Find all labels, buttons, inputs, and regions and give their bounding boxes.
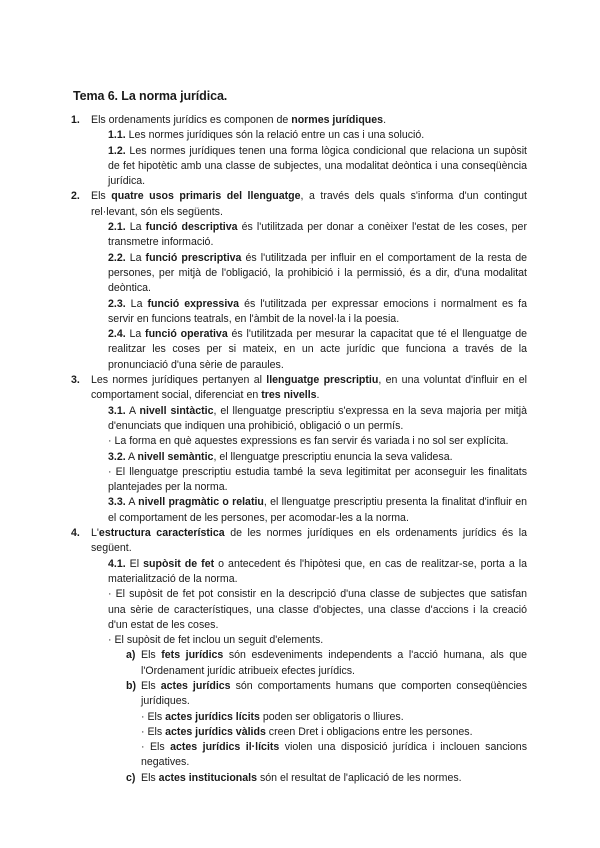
paragraph-2-2: 2.2. La funció prescriptiva és l'utilitzada per influir en el comportament de la resta de persones, per mitjà de l'obligació, la prohibició i la permissió, és a dir, d'una modalitat deòntica. [108,251,528,295]
section-2 [71,189,528,373]
paragraph-2-1: 2.1. La funció descriptiva és l'utilitzada per donar a conèixer l'estat de les coses, per transmetre informació. [108,221,527,249]
paragraph-4-1: 4.1. El supòsit de fet o antecedent és l'hipòtesi que, en cas de realitzar-se, porta a la materialització de la norma. [108,557,527,585]
bullet-b-3: · Els actes jurídics il·lícits violen una disposició jurídica i inclouen sancions negatives. [141,741,527,769]
document-body [71,113,528,786]
bullet-b-1: · Els actes jurídics lícits poden ser obligatoris o lliures. [141,710,404,723]
bullet-4-2: · El supòsit de fet inclou un seguit d'elements. [108,634,324,647]
bullet-b-2: · Els actes jurídics vàlids creen Dret i obligacions entre les persones. [141,725,473,738]
paragraph-1-2: 1.2. Les normes jurídiques tenen una forma lògica condicional que relaciona un supòsit de fet hipotètic amb una classe de subjectes, una modalitat deòntica i una conseqüència jurídica. [108,144,527,188]
section-number: 4. [71,527,80,540]
section-1 [71,113,527,189]
section-number: 2. [71,190,80,203]
section-intro: Els quatre usos primaris del llenguatge, a través dels quals s'informa d'un contingut rel·levant, són els següents. [91,190,527,218]
section-intro: Les normes jurídiques pertanyen al llenguatge prescriptiu, en una voluntat d'influir en el comportament social, diferenciat en tres nivells. [91,374,527,402]
page-title: Tema 6. La norma jurídica. [73,89,228,103]
paragraph-1-1: 1.1. Les normes jurídiques són la relació entre un cas i una solució. [108,129,425,142]
paragraph-2-4: 2.4. La funció operativa és l'utilitzada per mesurar la capacitat que té el llenguatge de realitzar les coses per si mateix, en un acte jurídic que funciona a través de la pronunciació d'una sèrie de paraules. [108,328,528,371]
bullet-3-2: · El llenguatge prescriptiu estudia també la seva legitimitat per aconseguir les finalitats plantejades per la norma. [108,465,527,494]
list-item-b: b) Els actes jurídics són comportaments humans que comporten conseqüències jurídiques. [126,679,527,708]
section-intro: L'estructura característica de les normes jurídiques en els ordenaments jurídics és la següent. [91,527,527,555]
list-item-a: a) Els fets jurídics són esdeveniments independents a l'acció humana, als que l'Ordenament jurídic atribueix efectes jurídics. [126,649,527,677]
section-3 [71,373,528,526]
bullet-4-1: · El supòsit de fet pot consistir en la descripció d'una classe de subjectes que satisfan una sèrie de característiques, una classe d'objectes, una classe d'accions i la creació d'un estat de les coses. [108,588,527,631]
section-4 [71,526,527,786]
paragraph-2-3: 2.3. La funció expressiva és l'utilitzada per expressar emocions i normalment es fa servir en funcions teatrals, en l'àmbit de la novel·la i la poesia. [108,297,528,325]
section-intro: Els ordenaments jurídics es componen de normes jurídiques. [91,114,387,126]
list-item-c: c) Els actes institucionals són el resultat de l'aplicació de les normes. [126,771,462,784]
paragraph-3-2: 3.2. A nivell semàntic, el llenguatge prescriptiu enuncia la seva validesa. [108,450,453,463]
section-number: 3. [71,374,80,387]
paragraph-3-3: 3.3. A nivell pragmàtic o relatiu, el llenguatge prescriptiu presenta la finalitat d'influir en el comportament de les persones, per acomodar-les a la norma. [108,496,528,524]
section-number: 1. [71,114,80,126]
bullet-3-1: · La forma en què aquestes expressions es fan servir és variada i no sol ser explícita. [108,435,509,448]
paragraph-3-1: 3.1. A nivell sintàctic, el llenguatge prescriptiu s'expressa en la seva majoria per mitjà d'enunciats que indiquen una prohibició, obligació o un permís. [108,404,527,432]
